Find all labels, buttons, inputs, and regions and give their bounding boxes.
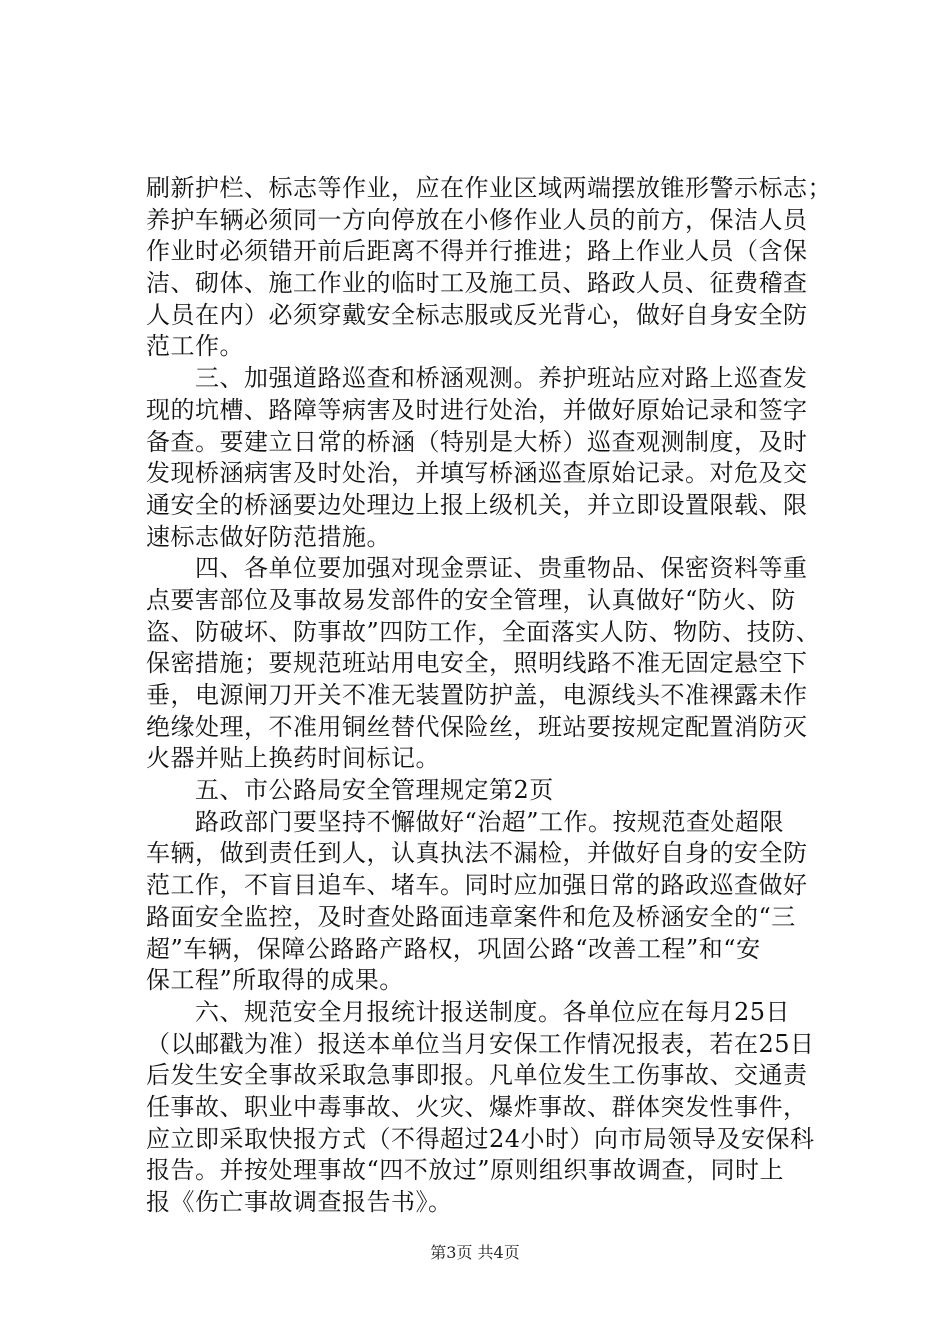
text-line: 报《伤亡事故调查报告书》。 bbox=[146, 1188, 453, 1216]
text-line: 现的坑槽、路障等病害及时进行处治，并做好原始记录和签字 bbox=[146, 395, 808, 424]
text-line: 范工作，不盲目追车、堵车。同时应加强日常的路政巡查做好 bbox=[146, 871, 808, 900]
text-line: 通安全的桥涵要边处理边上报上级机关，并立即设置限载、限 bbox=[146, 490, 808, 519]
text-line: 超”车辆，保障公路路产路权，巩固公路“改善工程”和“安 bbox=[146, 934, 761, 963]
text-line: 发现桥涵病害及时处治，并填写桥涵巡查原始记录。对危及交 bbox=[146, 459, 808, 488]
text-line: 垂，电源闸刀开关不准无装置防护盖，电源线头不准裸露未作 bbox=[146, 681, 808, 709]
text-line: （以邮戳为准）报送本单位当月安保工作情况报表，若在25日 bbox=[146, 1029, 815, 1058]
text-line: 范工作。 bbox=[146, 332, 244, 361]
text-line: 应立即采取快报方式（不得超过24小时）向市局领导及安保科 bbox=[146, 1124, 815, 1153]
text-line: 保工程”所取得的成果。 bbox=[146, 966, 404, 995]
text-line: 保密措施；要规范班站用电安全，照明线路不准无固定悬空下 bbox=[146, 649, 808, 678]
text-line: 点要害部位及事故易发部件的安全管理，认真做好“防火、防 bbox=[146, 585, 796, 614]
text-line: 任事故、职业中毒事故、火灾、爆炸事故、群体突发性事件， bbox=[146, 1092, 808, 1121]
page-number-label: 第3页 共4页 bbox=[430, 1243, 520, 1262]
text-line: 盗、防破坏、防事故”四防工作，全面落实人防、物防、技防、 bbox=[146, 617, 821, 646]
text-line: 六、规范安全月报统计报送制度。各单位应在每月25日 bbox=[146, 997, 791, 1026]
text-line: 路政部门要坚持不懈做好“治超”工作。按规范查处超限 bbox=[146, 807, 785, 836]
text-line: 作业时必须错开前后距离不得并行推进；路上作业人员（含保 bbox=[146, 237, 808, 266]
text-line: 人员在内）必须穿戴安全标志服或反光背心，做好自身安全防 bbox=[146, 300, 808, 329]
text-line: 车辆，做到责任到人，认真执法不漏检，并做好自身的安全防 bbox=[146, 839, 808, 868]
text-line: 三、加强道路巡查和桥涵观测。养护班站应对路上巡查发 bbox=[146, 364, 808, 393]
text-line: 洁、砌体、施工作业的临时工及施工员、路政人员、征费稽查 bbox=[146, 269, 808, 298]
text-line: 绝缘处理，不准用铜丝替代保险丝，班站要按规定配置消防灭 bbox=[146, 712, 808, 741]
page-footer bbox=[0, 1240, 950, 1263]
text-line: 火器并贴上换药时间标记。 bbox=[146, 744, 440, 773]
text-line: 备查。要建立日常的桥涵（特别是大桥）巡查观测制度，及时 bbox=[146, 427, 808, 456]
text-line: 报告。并按处理事故“四不放过”原则组织事故调查，同时上 bbox=[146, 1156, 785, 1185]
document-body bbox=[146, 173, 836, 1219]
text-line: 四、各单位要加强对现金票证、贵重物品、保密资料等重 bbox=[146, 554, 808, 583]
text-line: 后发生安全事故采取急事即报。凡单位发生工伤事故、交通责 bbox=[146, 1061, 808, 1090]
text-line: 刷新护栏、标志等作业，应在作业区域两端摆放锥形警示标志； bbox=[146, 174, 832, 202]
text-line: 养护车辆必须同一方向停放在小修作业人员的前方，保洁人员 bbox=[146, 205, 808, 234]
text-line: 速标志做好防范措施。 bbox=[146, 522, 391, 551]
text-line: 五、市公路局安全管理规定第2页 bbox=[146, 776, 554, 805]
text-line: 路面安全监控，及时查处路面违章案件和危及桥涵安全的“三 bbox=[146, 902, 796, 931]
